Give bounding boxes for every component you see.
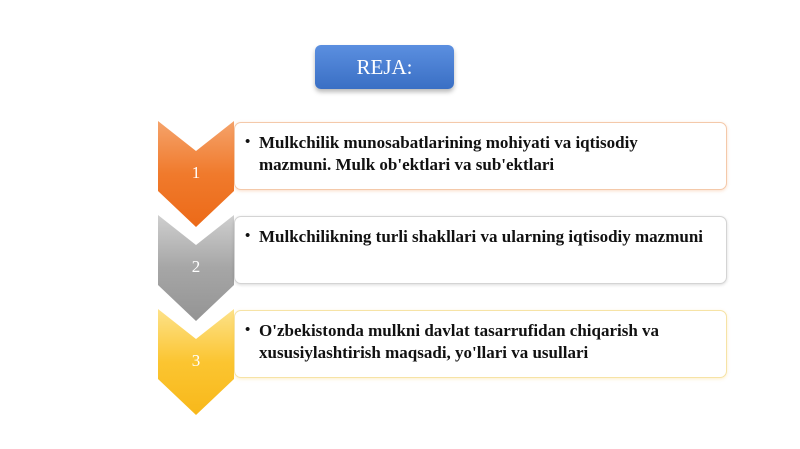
step-card-1: [234, 122, 727, 190]
title-box: [315, 45, 454, 89]
step-card-3: [234, 310, 727, 378]
bullet-1: •: [245, 134, 251, 150]
title-text: REJA:: [356, 54, 413, 79]
step-card-2: [234, 216, 727, 284]
step-number-3: 3: [191, 351, 201, 370]
step-number-2: 2: [191, 257, 201, 276]
step-text-2: Mulkchilikning turli shakllari va ularning iqtisodiy mazmuni: [259, 227, 703, 246]
bullet-3: •: [245, 322, 251, 338]
bullet-2: •: [245, 228, 251, 244]
step-text-3: O'zbekistonda mulkni davlat tasarrufidan chiqarish va xususiylashtirish maqsadi, yo'llari va usullari: [259, 321, 660, 362]
step-text-1: Mulkchilik munosabatlarining mohiyati va iqtisodiy mazmuni. Mulk ob'ektlari va sub'ektlari: [259, 133, 638, 174]
step-number-1: 1: [191, 163, 201, 182]
